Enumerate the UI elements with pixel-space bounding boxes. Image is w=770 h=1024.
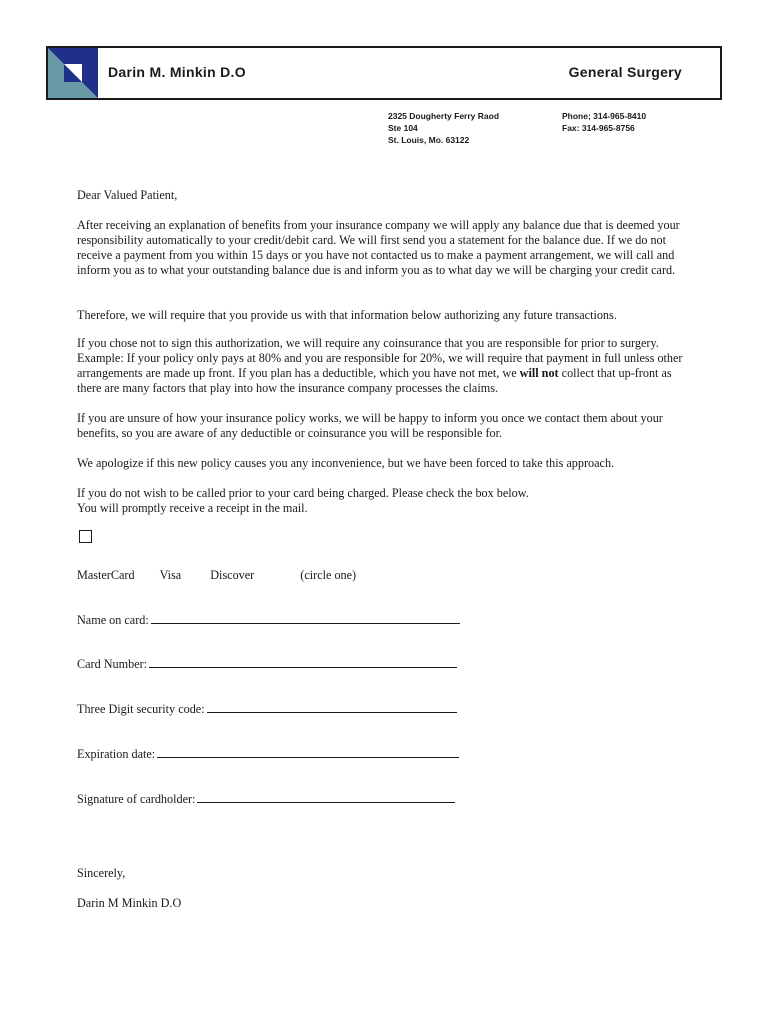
doctor-name: Darin M. Minkin D.O: [108, 64, 246, 80]
emphasis-will-not: will not: [519, 366, 559, 380]
fax-number: Fax: 314-965-8756: [562, 123, 635, 133]
paragraph-authorization: Therefore, we will require that you provide us with that information below authorizing any future transactions.: [77, 308, 617, 322]
practice-address: [388, 110, 499, 146]
signature-field[interactable]: [197, 792, 455, 803]
phone-number: Phone; 314-965-8410: [562, 111, 647, 121]
security-code-label: Three Digit security code:: [77, 702, 205, 716]
expiration-date-label: Expiration date:: [77, 747, 156, 761]
address-line-city: St. Louis, Mo. 63122: [388, 135, 470, 145]
card-number-label: Card Number:: [77, 657, 148, 671]
address-line-suite: Ste 104: [388, 123, 418, 133]
practice-logo-icon: [48, 48, 98, 98]
call-preference-line-2: You will promptly receive a receipt in the mail.: [77, 501, 308, 515]
letterhead-banner: [46, 46, 722, 100]
paragraph-call-preference: [77, 486, 697, 516]
card-type-options: [77, 568, 356, 583]
call-preference-line-1: If you do not wish to be called prior to your card being charged. Please check the box below.: [77, 486, 529, 500]
card-number-row: [77, 657, 457, 672]
card-option-mastercard[interactable]: MasterCard: [77, 568, 135, 582]
card-option-discover[interactable]: Discover: [210, 568, 255, 582]
valediction: Sincerely,: [77, 866, 126, 880]
signature-label: Signature of cardholder:: [77, 792, 196, 806]
card-option-visa[interactable]: Visa: [159, 568, 182, 582]
name-on-card-label: Name on card:: [77, 613, 149, 627]
card-number-field[interactable]: [149, 657, 457, 668]
name-on-card-row: [77, 613, 460, 628]
signature-row: [77, 792, 455, 807]
no-call-checkbox[interactable]: [79, 530, 92, 543]
address-line-street: 2325 Dougherty Ferry Raod: [388, 111, 500, 121]
practice-contact: [562, 110, 646, 134]
paragraph-coinsurance: [77, 336, 697, 396]
salutation: Dear Valued Patient,: [77, 188, 178, 202]
expiration-date-row: [77, 747, 459, 762]
circle-one-note: (circle one): [300, 568, 357, 582]
security-code-field[interactable]: [207, 702, 457, 713]
coinsurance-text-start: If you chose not to sign this authorization, we will require any coinsurance that you are responsible for prior to surgery. Example: If your policy only pays at 80% and you are responsible for 20%, we will require that payment in full unless other arrangements are made up front. If you plan has a deductible, which you have not met, we: [77, 336, 683, 380]
expiration-date-field[interactable]: [157, 747, 459, 758]
signer-name: Darin M Minkin D.O: [77, 896, 182, 910]
coinsurance-text-end: collect that up-front as there are many factors that play into how the insurance company processes the claims.: [77, 366, 672, 395]
paragraph-apology: We apologize if this new policy causes you any inconvenience, but we have been forced to take this approach.: [77, 456, 615, 470]
security-code-row: [77, 702, 457, 717]
paragraph-billing: After receiving an explanation of benefits from your insurance company we will apply any balance due that is deemed your responsibility automatically to your credit/debit card. We will first send you a statement for the balance due. If we do not receive a payment from you within 15 days or you have not contacted us to make a payment arrangement, we will call and inform you as to what your outstanding balance due is and inform you as to what day we will be charging your credit card.: [77, 218, 680, 277]
specialty: General Surgery: [568, 64, 682, 80]
paragraph-insurance-policy: If you are unsure of how your insurance policy works, we will be happy to inform you once we contact them about your benefits, so you are aware of any deductible or coinsurance you will be responsible for.: [77, 411, 663, 440]
name-on-card-field[interactable]: [151, 613, 460, 624]
